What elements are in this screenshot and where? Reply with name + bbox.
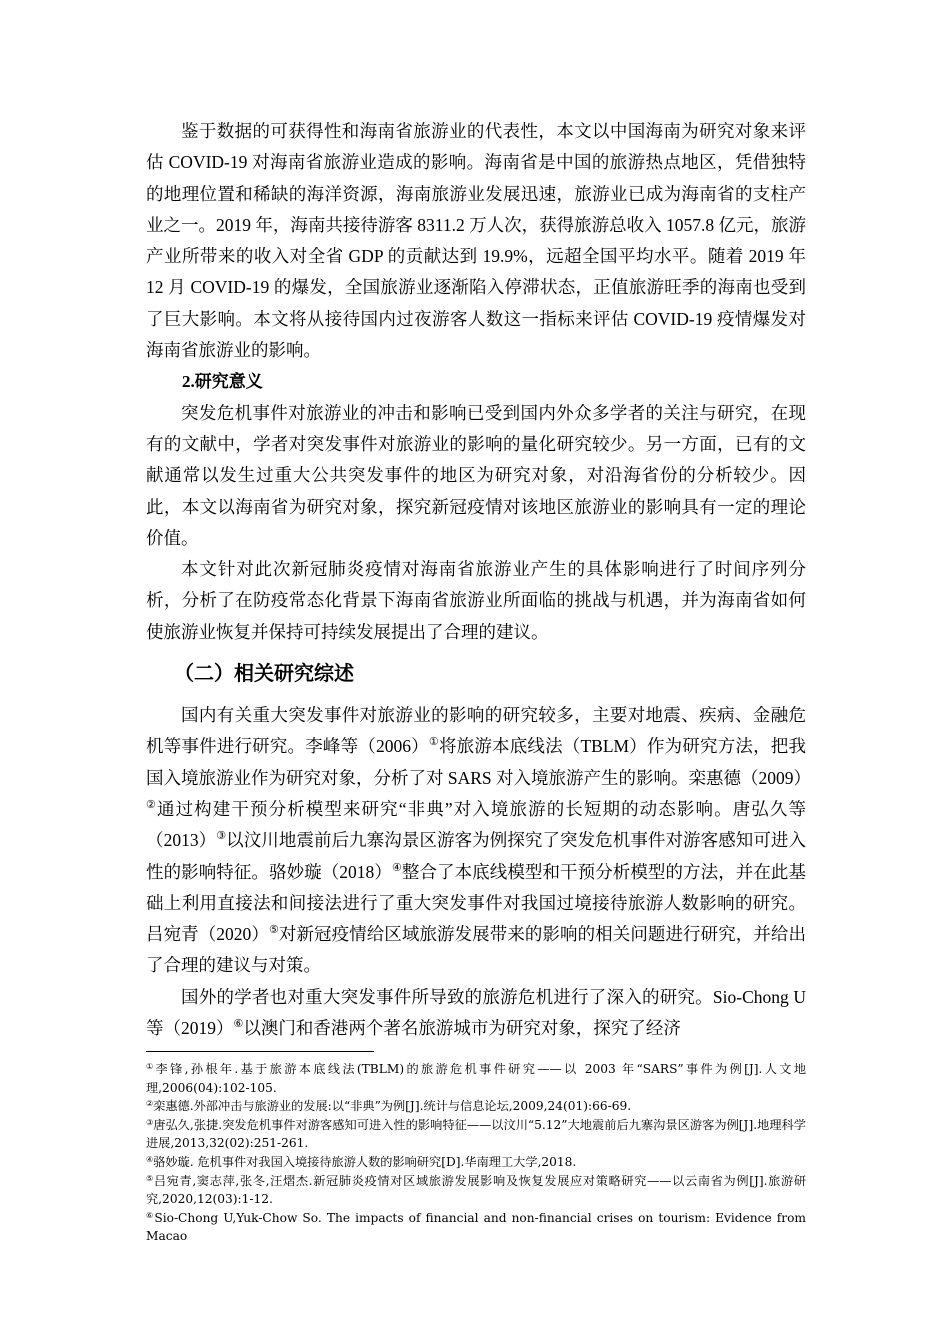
footnote-mark: ③ [146, 1117, 154, 1127]
footnotes [146, 1060, 806, 1246]
footnote-mark: ① [146, 1062, 156, 1071]
footnote-ref-5[interactable]: ⑤ [268, 924, 279, 937]
paragraph-analysis: 本文针对此次新冠肺炎疫情对海南省旅游业产生的具体影响进行了时间序列分析，分析了在防疫常态化背景下海南省旅游业所面临的挑战与机遇，并为海南省如何使旅游业恢复并保持可持续发展提出了合理的建议。 [146, 559, 806, 642]
text-segment: 以澳门和香港两个著名旅游城市为研究对象，探究了经济 [243, 1018, 681, 1039]
subheading-research-significance: 2.研究意义 [182, 372, 263, 392]
body-text [146, 116, 812, 1044]
footnote-ref-1[interactable]: ① [428, 736, 439, 749]
text-segment: 国内有关重大突发事件对旅游业的影响的研究较多，主要对地震、疾病、金融危机等事件进行研究。李峰等（2006） [146, 705, 806, 757]
footnote-ref-3[interactable]: ③ [216, 830, 227, 843]
paragraph-hainan-intro: 鉴于数据的可获得性和海南省旅游业的代表性，本文以中国海南为研究对象来评估 COVID-19 对海南省旅游业造成的影响。海南省是中国的旅游热点地区，凭借独特的地理位置和稀缺的海洋资源，海南旅游业发展迅速，旅游业已成为海南省的支柱产业之一。2019 年，海南共接待游客 8311.2 万人次，获得旅游总收入 1057.8 亿元，旅游产业所带来的收入对全省 GDP 的贡献达到 19.9%，远超全国平均水平。随着 2019 年 12 月 COVID-19 的爆发，全国旅游业逐渐陷入停滞状态，正值旅游旺季的海南也受到了巨大影响。本文将从接待国内过夜游客人数这一指标来评估 COVID-19 疫情爆发对海南省旅游业的影响。 [146, 121, 806, 361]
footnote-3 [146, 1116, 806, 1153]
footnote-1 [146, 1060, 806, 1097]
paragraph-significance: 突发危机事件对旅游业的冲击和影响已受到国内外众多学者的关注与研究，在现有的文献中，学者对突发事件对旅游业的影响的量化研究较少。另一方面，已有的文献通常以发生过重大公共突发事件的地区为研究对象，对沿海省份的分析较少。因此，本文以海南省为研究对象，探究新冠疫情对该地区旅游业的影响具有一定的理论价值。 [146, 402, 806, 548]
footnote-text: 唐弘久,张捷.突发危机事件对游客感知可进入性的影响特征——以汶川“5.12”大地震前后九寨沟景区游客为例[J].地理科学进展,2013,32(02):251-261. [146, 1117, 806, 1151]
footnote-text: Sio-Chong U,Yuk-Chow So. The impacts of financial and non-financial crises on tourism: Evidence from Macao [146, 1210, 806, 1244]
footnote-text: 骆妙璇. 危机事件对我国入境接待旅游人数的影响研究[D].华南理工大学,2018. [153, 1154, 577, 1169]
paragraph-domestic-research [146, 700, 812, 982]
footnote-text: 李锋,孙根年.基于旅游本底线法(TBLM)的旅游危机事件研究——以 2003 年“SARS”事件为例[J].人文地理,2006(04):102-105. [146, 1062, 807, 1095]
footnote-ref-6[interactable]: ⑥ [233, 1018, 244, 1031]
footnote-6 [146, 1209, 806, 1246]
footnote-5 [146, 1172, 806, 1209]
footnote-mark: ② [146, 1099, 154, 1109]
footnote-ref-2[interactable]: ② [146, 798, 157, 811]
text-segment: 整合了本底线模型和干预分析模型的方法，并在此基础上利用直接法和间接法进行了重大突发事件对我国过境接待旅游人数影响的研究。吕宛青（2020） [146, 861, 806, 945]
text-segment: 将旅游本底线法（TBLM）作为研究方法，把我国入境旅游业作为研究对象，分析了对 SARS 对入境旅游产生的影响。栾惠德（2009） [146, 736, 812, 788]
footnote-text: 吕宛青,窦志萍,张冬,汪熠杰.新冠肺炎疫情对区域旅游发展影响及恢复发展应对策略研究——以云南省为例[J].旅游研究,2020,12(03):1-12. [146, 1173, 807, 1207]
footnote-mark: ④ [146, 1154, 154, 1164]
footnote-mark: ⑥ [146, 1210, 155, 1220]
footnote-divider [146, 1051, 374, 1052]
text-segment: 国外的学者也对重大突发事件所导致的旅游危机进行了深入的研究。Sio-Chong U 等（2019） [146, 986, 806, 1039]
text-segment: 通过构建干预分析模型来研究“非典”对入境旅游的长短期的动态影响。唐弘久等（2013） [146, 798, 806, 851]
footnote-2 [146, 1097, 806, 1116]
text-segment: 对新冠疫情给区域旅游发展带来的影响的相关问题进行研究，并给出了合理的建议与对策。 [146, 924, 806, 976]
text-segment: 以汶川地震前后九寨沟景区游客为例探究了突发危机事件对游客感知可进入性的影响特征。骆妙璇（2018） [146, 830, 806, 882]
footnote-4 [146, 1153, 806, 1172]
footnote-ref-4[interactable]: ④ [391, 861, 402, 874]
footnote-text: 栾惠德.外部冲击与旅游业的发展:以“非典”为例[J].统计与信息论坛,2009,24(01):66-69. [153, 1099, 632, 1114]
footnote-mark: ⑤ [146, 1173, 154, 1183]
section-title-literature-review: （二）相关研究综述 [174, 661, 354, 686]
paragraph-foreign-research [146, 982, 806, 1045]
